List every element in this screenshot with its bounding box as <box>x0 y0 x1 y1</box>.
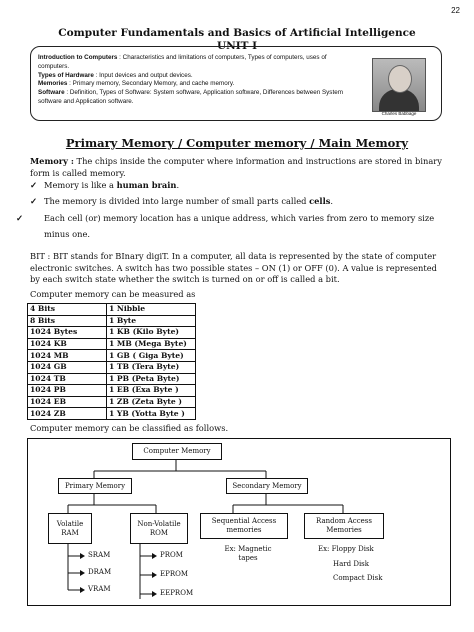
bullet-text: . <box>176 180 180 190</box>
checkmark-icon: ✓ <box>30 180 37 190</box>
portrait-caption: Charles Babbage <box>381 111 417 116</box>
bullet-item <box>16 210 445 242</box>
table-cell: 1024 GB <box>28 361 107 373</box>
syllabus-desc: : Definition, Types of Software: System software, Application software, Differences between System software and Application software. <box>38 89 343 105</box>
section-heading: Primary Memory / Computer memory / Main Memory <box>65 136 409 150</box>
sequential-example: Ex: Magnetic tapes <box>224 545 272 562</box>
syllabus-item <box>38 89 358 107</box>
table-row <box>28 338 196 350</box>
bullet-bold: cells <box>309 196 331 206</box>
syllabus-label: Types of Hardware <box>38 71 94 79</box>
table-cell: 1024 Bytes <box>28 327 107 339</box>
bit-paragraph: BIT : BIT stands for BInary digiT. In a computer, all data is represented by the state of computer electronic switches. A switch has two possible states – ON (1) or OFF (0). A value is represented by each switch state whether the switch is turned on or off is called a bit. <box>30 251 437 284</box>
table-cell: 1024 KB <box>28 338 107 350</box>
memory-classification-diagram <box>27 438 451 606</box>
syllabus-item <box>38 54 358 72</box>
memory-definition <box>30 156 445 179</box>
node-primary-memory: Primary Memory <box>58 478 132 494</box>
table-row <box>28 385 196 397</box>
syllabus-desc: : Characteristics and limitations of computers, Types of computers, uses of computers. <box>38 54 327 70</box>
table-cell: 1024 PB <box>28 385 107 397</box>
table-cell: 1 ZB (Zeta Byte ) <box>107 396 196 408</box>
random-example: Hard Disk <box>333 560 370 568</box>
table-cell: 1 EB (Exa Byte ) <box>107 385 196 397</box>
table-cell: 1024 MB <box>28 350 107 362</box>
definition-text: The chips inside the computer where information and instructions are stored in binary form is called memory. <box>30 156 442 178</box>
table-cell: 1024 ZB <box>28 408 107 420</box>
bullet-text: . <box>330 196 334 206</box>
table-cell: 1 Byte <box>107 315 196 327</box>
classified-intro: Computer memory can be classified as follows. <box>30 423 229 433</box>
node-sequential-access: Sequential Access memories <box>200 513 288 539</box>
table-cell: 1 MB (Mega Byte) <box>107 338 196 350</box>
syllabus-label: Software <box>38 89 65 97</box>
checkmark-icon: ✓ <box>30 196 37 206</box>
rom-type: EEPROM <box>160 589 194 597</box>
rom-type: PROM <box>160 551 183 559</box>
bullet-text: The memory is divided into large number of small parts called <box>44 196 310 206</box>
table-cell: 1 PB (Peta Byte) <box>107 373 196 385</box>
table-row <box>28 408 196 420</box>
checkmark-icon: ✓ <box>16 213 23 223</box>
node-computer-memory: Computer Memory <box>132 443 222 460</box>
syllabus-item <box>38 80 358 89</box>
random-example: Compact Disk <box>333 574 383 582</box>
table-row <box>28 304 196 316</box>
page-number: 22 <box>451 6 460 15</box>
table-row <box>28 373 196 385</box>
table-cell: 1 TB (Tera Byte) <box>107 361 196 373</box>
unit-label: UNIT I <box>216 40 258 52</box>
node-random-access: Random Access Memories <box>304 513 384 539</box>
bullet-bold: human brain <box>116 180 177 190</box>
ram-type: SRAM <box>88 551 111 559</box>
table-cell: 4 Bits <box>28 304 107 316</box>
syllabus-label: Introduction to Computers <box>38 54 118 61</box>
memory-units-table <box>27 303 196 420</box>
table-cell: 1024 TB <box>28 373 107 385</box>
rom-type: EPROM <box>160 570 188 578</box>
table-row <box>28 327 196 339</box>
table-cell: 1 KB (Kilo Byte) <box>107 327 196 339</box>
table-row <box>28 361 196 373</box>
measured-intro: Computer memory can be measured as <box>30 289 196 299</box>
node-volatile-ram: Volatile RAM <box>48 513 92 544</box>
syllabus-item <box>38 72 358 81</box>
table-cell: 1 Nibble <box>107 304 196 316</box>
bullet-text: Each cell (or) memory location has a unique address, which varies from zero to memory size minus one. <box>44 213 435 239</box>
syllabus-desc: : Primary memory, Secondary Memory, and cache memory. <box>67 80 235 88</box>
node-secondary-memory: Secondary Memory <box>226 478 308 494</box>
table-row <box>28 396 196 408</box>
node-nonvolatile-rom: Non-Volatile ROM <box>130 513 188 544</box>
bullet-text: Memory is like a <box>44 180 117 190</box>
document-title: Computer Fundamentals and Basics of Artificial Intelligence <box>58 27 416 39</box>
bullet-item <box>30 195 445 207</box>
table-row <box>28 315 196 327</box>
table-cell: 1024 EB <box>28 396 107 408</box>
bullet-item <box>30 179 445 191</box>
ram-type: DRAM <box>88 568 112 576</box>
syllabus-text <box>38 54 358 107</box>
syllabus-desc: : Input devices and output devices. <box>93 71 193 79</box>
portrait-image <box>372 58 426 112</box>
syllabus-label: Memories <box>38 80 68 88</box>
table-row <box>28 350 196 362</box>
table-cell: 1 GB ( Giga Byte) <box>107 350 196 362</box>
random-example: Ex: Floppy Disk <box>318 545 374 553</box>
ram-type: VRAM <box>88 585 111 593</box>
table-cell: 1 YB (Yotta Byte ) <box>107 408 196 420</box>
table-cell: 8 Bits <box>28 315 107 327</box>
definition-label: Memory : <box>30 156 74 166</box>
